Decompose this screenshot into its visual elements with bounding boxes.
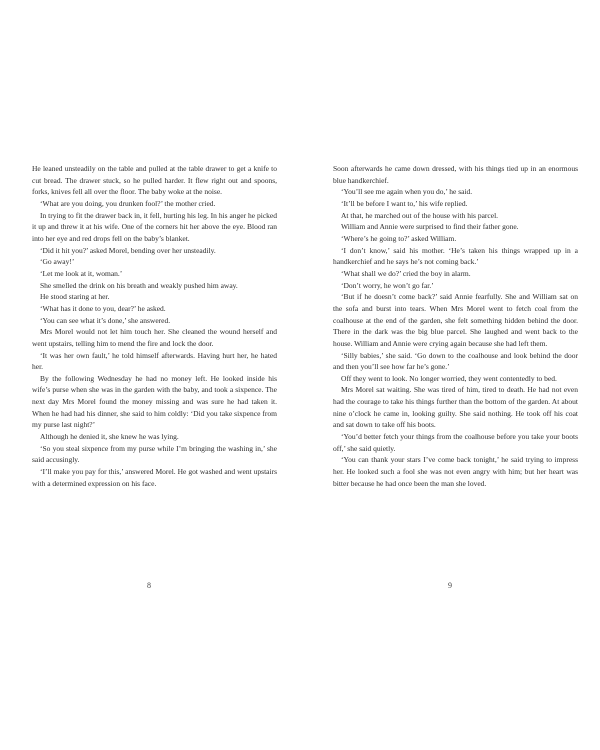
- paragraph: In trying to fit the drawer back in, it fell, hurting his leg. In his anger he picked it up and threw it at his wife. One of the corners hit her above the eye. Blood ran into her eye and red drops fell on the baby’s blanket.: [32, 210, 277, 243]
- paragraph: ‘I’ll make you pay for this,’ answered Morel. He got washed and went upstairs with a determined expression on his face.: [32, 467, 277, 488]
- paragraph: ‘What has it done to you, dear?’ he asked.: [40, 303, 166, 313]
- paragraph: Soon afterwards he came down dressed, with his things tied up in an enormous blue handkerchief.: [333, 164, 578, 185]
- paragraph: ‘Go away!’: [40, 257, 75, 267]
- paragraph: She smelled the drink on his breath and weakly pushed him away.: [40, 280, 238, 290]
- right-page-number: 9: [448, 581, 452, 590]
- paragraph: Mrs Morel would not let him touch her. She cleaned the wound herself and went upstairs, telling him to mend the fire and lock the door.: [32, 327, 277, 348]
- paragraph: Off they went to look. No longer worried, they went contentedly to bed.: [341, 373, 557, 383]
- paragraph: ‘It was her own fault,’ he told himself afterwards. Having hurt her, he hated her.: [32, 350, 277, 372]
- paragraph: ‘Let me look at it, woman.’: [40, 268, 123, 278]
- paragraph: ‘But if he doesn’t come back?’ said Annie fearfully. She and William sat on the sofa and burst into tears. When Mrs Morel went to fetch coal from the coalhouse at the end of the garden, she felt something hidden behind the door. There in the dark was the big blue parcel. She laughed and went back to the house. William and Annie were crying again because she had left them.: [333, 292, 578, 348]
- paragraph: ‘Don’t worry, he won’t go far.’: [341, 280, 434, 290]
- paragraph: ‘What are you doing, you drunken fool?’ the mother cried.: [40, 198, 216, 208]
- paragraph: ‘Where’s he going to?’ asked William.: [341, 233, 457, 243]
- paragraph: ‘Did it hit you?’ asked Morel, bending over her unsteadily.: [40, 245, 216, 255]
- paragraph: William and Annie were surprised to find their father gone.: [341, 222, 519, 232]
- left-page-number: 8: [147, 581, 151, 590]
- paragraph: He leaned unsteadily on the table and pulled at the table drawer to get a knife to cut bread. The drawer stuck, so he pulled harder. It flew right out and spoons, forks, knives fell all over the floor. The baby woke at the noise.: [32, 164, 277, 197]
- paragraph: At that, he marched out of the house with his parcel.: [341, 210, 499, 220]
- paragraph: ‘So you steal sixpence from my purse while I’m bringing the washing in,’ she said accusingly.: [32, 443, 277, 465]
- paragraph: ‘I don’t know,’ said his mother. ‘He’s taken his things wrapped up in a handkerchief and he says he’s not coming back.’: [333, 245, 578, 267]
- paragraph: He stood staring at her.: [40, 292, 110, 302]
- paragraph: ‘It’ll be before I want to,’ his wife replied.: [341, 198, 468, 208]
- paragraph: ‘You can thank your stars I’ve come back tonight,’ he said trying to impress her. He looked such a fool she was not even angry with him; but her heart was bitter because he had once been the man she loved.: [333, 455, 578, 488]
- paragraph: Although he denied it, she knew he was lying.: [40, 432, 179, 442]
- paragraph: By the following Wednesday he had no money left. He looked inside his wife’s purse when she was in the garden with the baby, and took a sixpence. The next day Mrs Morel found the money missing and was sure he had taken it. When he had had his dinner, she said to him coldly: ‘Did you take sixpence from my purse last night?’: [32, 373, 277, 430]
- paragraph: Mrs Morel sat waiting. She was tired of him, tired to death. He had not even had the courage to take his things further than the bottom of the garden. At about nine o’clock he came in, looking guilty. She said nothing. He took off his coat and sat down to take off his boots.: [333, 385, 578, 430]
- paragraph: ‘Silly babies,’ she said. ‘Go down to the coalhouse and look behind the door and then you’ll see how far he’s gone.’: [333, 350, 578, 372]
- paragraph: ‘You’ll see me again when you do,’ he said.: [341, 187, 473, 197]
- paragraph: ‘You’d better fetch your things from the coalhouse before you take your boots off,’ she said quietly.: [333, 432, 578, 453]
- paragraph: ‘You can see what it’s done,’ she answered.: [40, 315, 171, 325]
- left-page-text: [32, 163, 277, 489]
- paragraph: ‘What shall we do?’ cried the boy in alarm.: [341, 268, 471, 278]
- right-page-text: [333, 163, 578, 489]
